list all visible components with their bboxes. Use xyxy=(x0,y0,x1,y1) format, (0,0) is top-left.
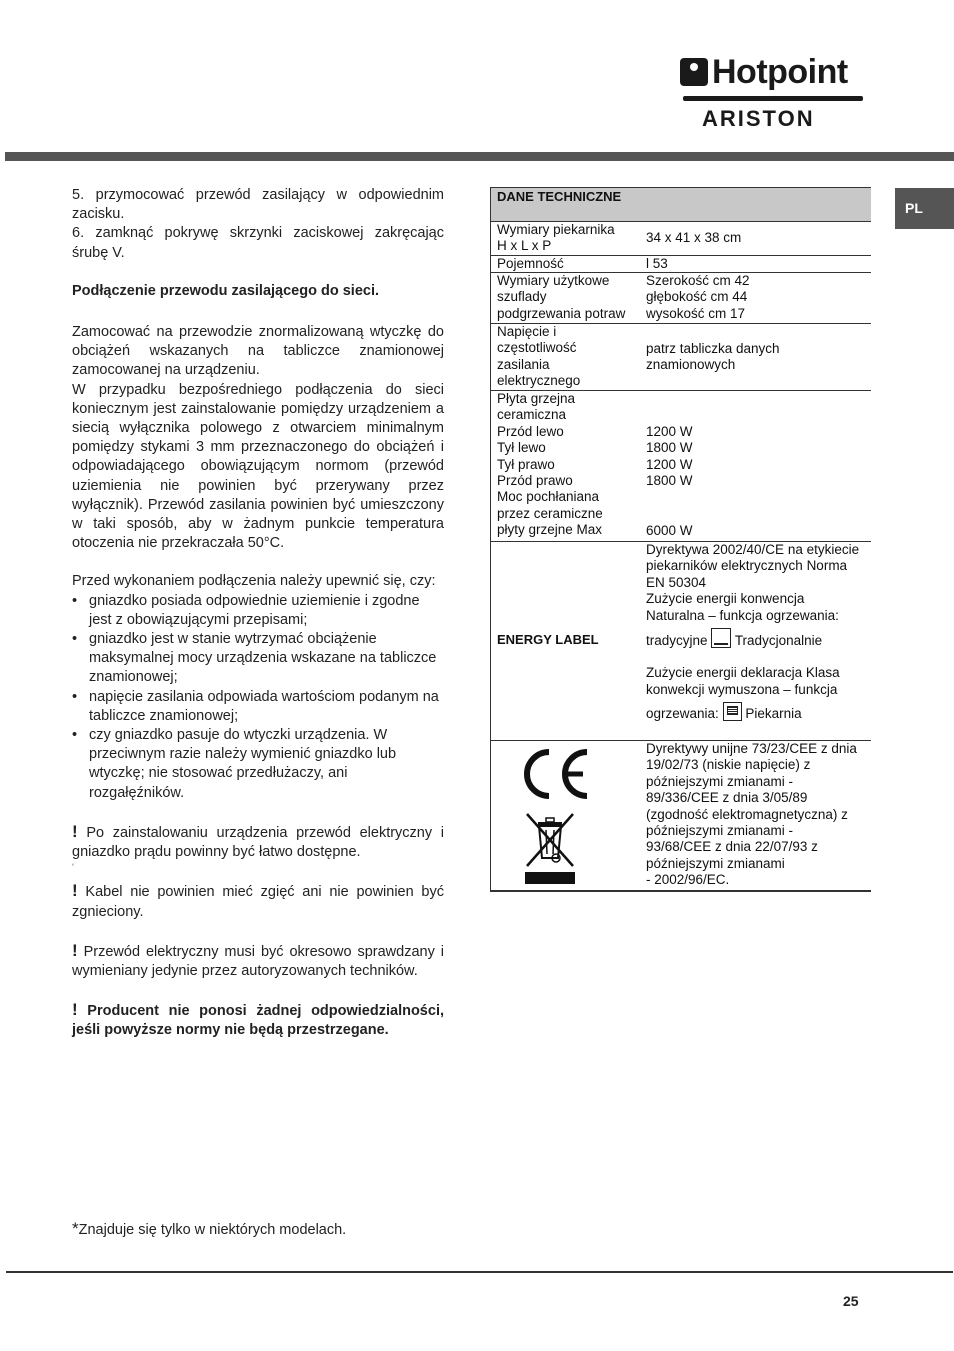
row-value xyxy=(646,230,871,246)
label-line: przez ceramiczne xyxy=(497,505,603,521)
value-line: - 2002/96/EC. xyxy=(646,872,730,888)
table-title: DANE TECHNICZNE xyxy=(497,189,622,204)
list-item: • gniazdko posiada odpowiednie uziemienie i zgodne jest z obowiązującymi przepisami; xyxy=(72,592,444,630)
table-row xyxy=(491,256,871,273)
value-line: Zużycie energii deklaracja Klasa xyxy=(646,665,840,681)
fan-oven-icon xyxy=(723,702,742,721)
instructions-column xyxy=(72,186,444,1041)
paragraph-check: Przed wykonaniem podłączenia należy upewnić się, czy: xyxy=(72,573,436,590)
row-value xyxy=(646,741,871,889)
warning-1 xyxy=(72,822,444,862)
fan-label: ogrzewania: xyxy=(646,706,719,722)
label-line: Tył prawo xyxy=(497,456,555,472)
value-line xyxy=(646,702,871,722)
value-line: 6000 W xyxy=(646,523,693,538)
value-line: głębokość cm 44 xyxy=(646,289,748,305)
table-row xyxy=(491,324,871,391)
step-6: 6. zamknąć pokrywę skrzynki zaciskowej zakręcając śrubę V. xyxy=(72,225,444,261)
label-line: ceramiczna xyxy=(497,407,567,423)
value-line: wysokość cm 17 xyxy=(646,305,746,321)
footnote-text: Znajduje się tylko w niektórych modelach. xyxy=(78,1222,347,1238)
trad-label: tradycyjne xyxy=(646,633,708,649)
exclamation-icon: ! xyxy=(72,940,78,960)
top-divider xyxy=(5,152,954,161)
value-line: 1800 W xyxy=(646,440,693,456)
value-line: 1800 W xyxy=(646,473,693,489)
language-tab: PL xyxy=(895,188,954,229)
label-line: elektrycznego xyxy=(497,373,581,389)
table-row xyxy=(491,273,871,324)
label-line: Płyta grzejna xyxy=(497,391,576,406)
brand-name-text: Hotpoint xyxy=(712,53,848,91)
label-line: płyty grzejne Max xyxy=(497,522,603,538)
warning-2 xyxy=(72,881,444,921)
label-line: Wymiary piekarnika xyxy=(497,222,615,237)
row-value xyxy=(646,256,871,272)
hotpoint-mark-icon xyxy=(680,58,708,86)
label-line: Wymiary użytkowe xyxy=(497,273,610,288)
paragraph-plug: Zamocować na przewodzie znormalizowaną wtyczkę do obciążeń wskazanych na tabliczce znamionowej zamocowanej na urządzeniu. xyxy=(72,324,444,379)
table-row xyxy=(491,222,871,256)
label-line: zasilania xyxy=(497,356,550,372)
row-value xyxy=(646,523,871,539)
label-line: Moc pochłaniana xyxy=(497,489,600,505)
label-line: podgrzewania potraw xyxy=(497,305,626,321)
value-line: EN 50304 xyxy=(646,574,707,590)
value-line: patrz tabliczka danych xyxy=(646,341,780,356)
step-5: 5. przymocować przewód zasilający w odpowiednim zacisku. xyxy=(72,187,444,223)
row-label xyxy=(497,324,639,390)
row-value xyxy=(646,542,871,723)
value-line: piekarników elektrycznych Norma xyxy=(646,558,848,574)
asterisk: * xyxy=(72,1219,79,1238)
exclamation-icon: ! xyxy=(72,821,78,841)
value-line: 34 x 41 x 38 cm xyxy=(646,230,742,245)
value-line xyxy=(646,628,871,649)
warning-3 xyxy=(72,941,444,981)
value-line: późniejszymi zmianami - xyxy=(646,823,794,839)
page-number: 25 xyxy=(843,1293,859,1309)
value-line: Szerokość cm 42 xyxy=(646,273,750,288)
table-row xyxy=(491,542,871,741)
row-label xyxy=(497,391,639,539)
weee-bin-icon xyxy=(524,812,576,872)
value-line: 1200 W xyxy=(646,424,693,439)
section-heading: Podłączenie przewodu zasilającego do sieci. xyxy=(72,282,380,299)
label-line: Tył lewo xyxy=(497,440,546,456)
label-line: H x L x P xyxy=(497,238,552,254)
value-line: Zużycie energii konwencja xyxy=(646,591,805,607)
ce-mark-icon xyxy=(521,748,589,804)
trad-value: Tradycjonalnie xyxy=(734,633,823,649)
row-value xyxy=(646,341,871,374)
value-line: l 53 xyxy=(646,256,668,271)
list-item: • napięcie zasilania odpowiada wartościom podanym na tabliczce znamionowej; xyxy=(72,688,444,726)
brand-sub: ARISTON xyxy=(702,106,815,131)
label-line: Pojemność xyxy=(497,256,564,271)
value-line: konwekcji wymuszona – funkcja xyxy=(646,681,838,697)
label-line: częstotliwość xyxy=(497,340,577,356)
value-line: Dyrektywa 2002/40/CE na etykiecie xyxy=(646,542,860,557)
label-line: szuflady xyxy=(497,289,547,305)
energy-label-title: ENERGY LABEL xyxy=(497,632,599,647)
technical-data-table xyxy=(490,187,871,892)
value-line: Naturalna – funkcja ogrzewania: xyxy=(646,607,839,623)
value-line: późniejszymi zmianami xyxy=(646,855,785,871)
warning-1-text: Po zainstalowaniu urządzenia przewód elektryczny i gniazdko prądu powinny być łatwo dostępne. xyxy=(72,824,444,861)
bottom-divider xyxy=(6,1271,953,1273)
row-label xyxy=(497,273,639,322)
conventional-oven-icon xyxy=(711,628,731,648)
label-line: Przód lewo xyxy=(497,423,564,439)
value-line: 19/02/73 (niskie napięcie) z xyxy=(646,757,811,773)
warning-4 xyxy=(72,1000,444,1040)
warning-4-text: Producent nie ponosi żadnej odpowiedzialności, jeśli powyższe normy nie będą przestrzegane. xyxy=(72,1003,444,1039)
list-item: • czy gniazdko pasuje do wtyczki urządzenia. W przeciwnym razie należy wymienić gniazdko lub wtyczkę; nie stosować przedłużaczy, ani rozgałęźników. xyxy=(72,726,444,803)
table-header xyxy=(491,187,871,222)
label-line: Napięcie i xyxy=(497,324,557,339)
logo-divider xyxy=(683,96,863,101)
brand-name xyxy=(680,52,848,92)
value-line: Dyrektywy unijne 73/23/CEE z dnia xyxy=(646,741,857,756)
weee-bar xyxy=(525,872,575,884)
warning-3-text: Przewód elektryczny musi być okresowo sprawdzany i wymieniany jedynie przez autoryzowanych techników. xyxy=(72,943,444,979)
value-line: późniejszymi zmianami - xyxy=(646,773,794,789)
warning-2-text: Kabel nie powinien mieć zgięć ani nie powinien być zgnieciony. xyxy=(72,884,444,920)
table-row xyxy=(491,391,871,542)
row-label xyxy=(497,222,639,255)
value-line: 89/336/CEE z dnia 3/05/89 xyxy=(646,790,808,806)
footnote xyxy=(72,1219,346,1239)
table-row xyxy=(491,741,871,892)
label-line: Przód prawo xyxy=(497,473,573,489)
exclamation-icon: ! xyxy=(72,881,78,901)
list-item: • gniazdko jest w stanie wytrzymać obciążenie maksymalnej mocy urządzenia wskazane na tabliczce znamionowej; xyxy=(72,630,444,688)
value-line: (zgodność elektromagnetyczna) z xyxy=(646,806,848,822)
value-line: 93/68/CEE z dnia 22/07/93 z xyxy=(646,839,818,855)
row-label xyxy=(497,256,639,272)
paragraph-direct: W przypadku bezpośredniego podłączenia do sieci koniecznym jest zainstalowanie pomiędzy urządzeniem a siecią wyłącznika polowego z otwarciem minimalnym pomiędzy stykami 3 mm przeznaczonego do obciążeń i odpowiadającego obowiązującym normom (przewód uziemienia nie powinien być przerywany przez wyłącznik). Przewód zasilania powinien być umieszczony w taki sposób, aby w żadnym punkcie temperatura otoczenia nie przekraczała 50°C. xyxy=(72,381,444,552)
value-line: znamionowych xyxy=(646,357,736,373)
value-line: 1200 W xyxy=(646,456,693,472)
check-list xyxy=(72,592,444,803)
exclamation-icon: ! xyxy=(72,1000,78,1020)
row-value xyxy=(646,424,871,490)
fan-value: Piekarnia xyxy=(745,706,802,722)
stray-mark: ‘ xyxy=(72,862,74,873)
row-value xyxy=(646,273,871,322)
brand-logo xyxy=(680,52,865,132)
